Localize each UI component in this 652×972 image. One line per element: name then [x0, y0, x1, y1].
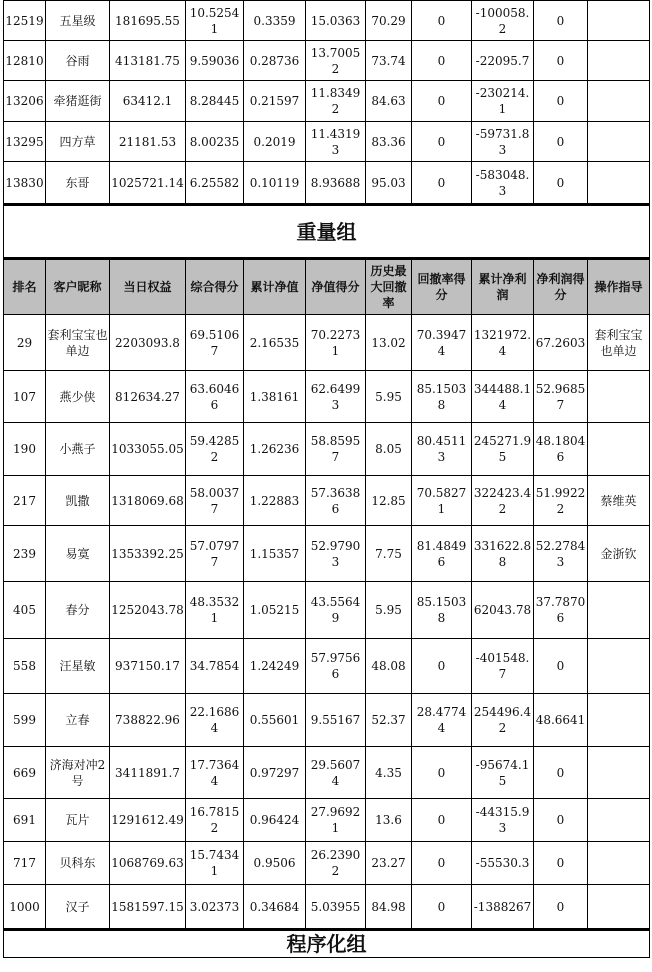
group-title-program: 程序化组 [4, 930, 650, 958]
cell-equity: 1025721.14 [110, 162, 186, 205]
group-title-program-row [4, 930, 650, 958]
cell-nav: 0.21597 [244, 81, 306, 122]
cell-net-profit: 322423.42 [472, 476, 534, 526]
cell-nav-score: 29.56074 [306, 747, 366, 799]
table-row [4, 476, 650, 526]
cell-equity: 2203093.8 [110, 315, 186, 371]
cell-max-drawdown: 83.36 [366, 122, 412, 162]
cell-nav: 1.05215 [244, 582, 306, 639]
cell-equity: 3411891.7 [110, 747, 186, 799]
table-row [4, 371, 650, 423]
cell-rank: 717 [4, 842, 46, 885]
cell-guide [588, 582, 650, 639]
cell-profit-score: 0 [534, 162, 588, 205]
cell-max-drawdown: 52.37 [366, 694, 412, 747]
cell-net-profit: -55530.3 [472, 842, 534, 885]
cell-equity: 812634.27 [110, 371, 186, 423]
cell-drawdown-score: 0 [412, 41, 472, 81]
cell-max-drawdown: 70.29 [366, 1, 412, 41]
cell-max-drawdown: 23.27 [366, 842, 412, 885]
cell-net-profit: 62043.78 [472, 582, 534, 639]
header-drawdown-score: 回撤率得分 [412, 259, 472, 315]
cell-max-drawdown: 5.95 [366, 371, 412, 423]
cell-guide [588, 162, 650, 205]
cell-max-drawdown: 13.02 [366, 315, 412, 371]
cell-nav-score: 57.36386 [306, 476, 366, 526]
cell-score: 10.52541 [186, 1, 244, 41]
cell-nav-score: 13.70052 [306, 41, 366, 81]
cell-drawdown-score: 81.48496 [412, 526, 472, 582]
cell-drawdown-score: 0 [412, 885, 472, 930]
header-guide: 操作指导 [588, 259, 650, 315]
header-name: 客户昵称 [46, 259, 110, 315]
cell-drawdown-score: 0 [412, 747, 472, 799]
cell-net-profit: -583048.3 [472, 162, 534, 205]
cell-nav: 1.38161 [244, 371, 306, 423]
cell-max-drawdown: 7.75 [366, 526, 412, 582]
cell-nav: 0.55601 [244, 694, 306, 747]
cell-drawdown-score: 80.45113 [412, 423, 472, 476]
cell-score: 17.73644 [186, 747, 244, 799]
cell-net-profit: -230214.1 [472, 81, 534, 122]
cell-nav: 0.34684 [244, 885, 306, 930]
cell-score: 8.28445 [186, 81, 244, 122]
cell-profit-score: 67.2603 [534, 315, 588, 371]
cell-name: 四方草 [46, 122, 110, 162]
cell-equity: 63412.1 [110, 81, 186, 122]
cell-score: 69.51067 [186, 315, 244, 371]
cell-drawdown-score: 85.15038 [412, 371, 472, 423]
cell-guide [588, 81, 650, 122]
cell-equity: 1291612.49 [110, 799, 186, 842]
cell-nav-score: 70.22731 [306, 315, 366, 371]
cell-name: 东哥 [46, 162, 110, 205]
cell-equity: 1353392.25 [110, 526, 186, 582]
cell-net-profit: 1321972.4 [472, 315, 534, 371]
cell-name: 易寞 [46, 526, 110, 582]
cell-score: 59.42852 [186, 423, 244, 476]
cell-guide [588, 885, 650, 930]
cell-name: 瓦片 [46, 799, 110, 842]
cell-name: 凯撒 [46, 476, 110, 526]
cell-profit-score: 0 [534, 885, 588, 930]
cell-drawdown-score: 0 [412, 799, 472, 842]
cell-nav: 0.28736 [244, 41, 306, 81]
cell-rank: 107 [4, 371, 46, 423]
table-row [4, 842, 650, 885]
table-row [4, 885, 650, 930]
cell-equity: 738822.96 [110, 694, 186, 747]
cell-max-drawdown: 5.95 [366, 582, 412, 639]
cell-name: 济海对冲2号 [46, 747, 110, 799]
cell-nav: 0.2019 [244, 122, 306, 162]
cell-equity: 1068769.63 [110, 842, 186, 885]
cell-profit-score: 0 [534, 842, 588, 885]
cell-profit-score: 52.96857 [534, 371, 588, 423]
cell-guide [588, 122, 650, 162]
cell-profit-score: 0 [534, 81, 588, 122]
table-row [4, 315, 650, 371]
cell-profit-score: 48.6641 [534, 694, 588, 747]
cell-max-drawdown: 8.05 [366, 423, 412, 476]
cell-nav: 1.26236 [244, 423, 306, 476]
cell-name: 谷雨 [46, 41, 110, 81]
header-nav: 累计净值 [244, 259, 306, 315]
cell-equity: 1033055.05 [110, 423, 186, 476]
cell-nav-score: 9.55167 [306, 694, 366, 747]
cell-rank: 12519 [4, 1, 46, 41]
cell-max-drawdown: 84.98 [366, 885, 412, 930]
cell-rank: 29 [4, 315, 46, 371]
cell-nav-score: 11.43193 [306, 122, 366, 162]
cell-drawdown-score: 0 [412, 842, 472, 885]
cell-nav-score: 52.97903 [306, 526, 366, 582]
table-row [4, 122, 650, 162]
cell-score: 9.59036 [186, 41, 244, 81]
cell-nav: 0.96424 [244, 799, 306, 842]
table-row [4, 694, 650, 747]
cell-rank: 599 [4, 694, 46, 747]
cell-rank: 190 [4, 423, 46, 476]
cell-guide [588, 694, 650, 747]
cell-nav: 2.16535 [244, 315, 306, 371]
table-row [4, 1, 650, 41]
table-row [4, 526, 650, 582]
cell-nav: 1.15357 [244, 526, 306, 582]
cell-guide [588, 799, 650, 842]
cell-rank: 691 [4, 799, 46, 842]
cell-nav: 0.9506 [244, 842, 306, 885]
cell-equity: 1581597.15 [110, 885, 186, 930]
cell-guide [588, 747, 650, 799]
cell-nav-score: 43.55649 [306, 582, 366, 639]
cell-score: 22.16864 [186, 694, 244, 747]
cell-net-profit: -1388267 [472, 885, 534, 930]
cell-profit-score: 0 [534, 747, 588, 799]
cell-score: 57.07977 [186, 526, 244, 582]
cell-profit-score: 0 [534, 122, 588, 162]
cell-score: 48.35321 [186, 582, 244, 639]
table-row [4, 162, 650, 205]
cell-net-profit: -22095.7 [472, 41, 534, 81]
cell-drawdown-score: 85.15038 [412, 582, 472, 639]
cell-guide [588, 41, 650, 81]
cell-score: 15.74341 [186, 842, 244, 885]
cell-nav: 1.24249 [244, 639, 306, 694]
cell-net-profit: 344488.14 [472, 371, 534, 423]
cell-nav-score: 15.0363 [306, 1, 366, 41]
cell-net-profit: -59731.83 [472, 122, 534, 162]
cell-profit-score: 37.78706 [534, 582, 588, 639]
cell-rank: 13830 [4, 162, 46, 205]
cell-drawdown-score: 70.39474 [412, 315, 472, 371]
cell-nav-score: 26.23902 [306, 842, 366, 885]
table-row [4, 81, 650, 122]
cell-drawdown-score: 70.58271 [412, 476, 472, 526]
cell-rank: 12810 [4, 41, 46, 81]
cell-equity: 21181.53 [110, 122, 186, 162]
cell-guide [588, 423, 650, 476]
cell-equity: 937150.17 [110, 639, 186, 694]
cell-name: 春分 [46, 582, 110, 639]
cell-equity: 1252043.78 [110, 582, 186, 639]
cell-nav: 0.10119 [244, 162, 306, 205]
cell-nav-score: 57.97566 [306, 639, 366, 694]
cell-score: 16.78152 [186, 799, 244, 842]
header-profit-score: 净利润得分 [534, 259, 588, 315]
cell-drawdown-score: 0 [412, 162, 472, 205]
header-equity: 当日权益 [110, 259, 186, 315]
cell-drawdown-score: 0 [412, 81, 472, 122]
cell-net-profit: 331622.88 [472, 526, 534, 582]
cell-profit-score: 0 [534, 1, 588, 41]
cell-drawdown-score: 0 [412, 639, 472, 694]
cell-name: 汉子 [46, 885, 110, 930]
table-row [4, 582, 650, 639]
cell-name: 套利宝宝也单边 [46, 315, 110, 371]
header-rank: 排名 [4, 259, 46, 315]
cell-max-drawdown: 48.08 [366, 639, 412, 694]
cell-nav-score: 27.96921 [306, 799, 366, 842]
cell-name: 立春 [46, 694, 110, 747]
cell-drawdown-score: 0 [412, 122, 472, 162]
cell-max-drawdown: 73.74 [366, 41, 412, 81]
cell-name: 燕少侠 [46, 371, 110, 423]
cell-drawdown-score: 28.47744 [412, 694, 472, 747]
cell-nav: 0.3359 [244, 1, 306, 41]
table-row [4, 41, 650, 81]
cell-guide [588, 639, 650, 694]
cell-drawdown-score: 0 [412, 1, 472, 41]
cell-name: 贝科东 [46, 842, 110, 885]
cell-equity: 1318069.68 [110, 476, 186, 526]
cell-name: 五星级 [46, 1, 110, 41]
cell-name: 汪星敏 [46, 639, 110, 694]
cell-nav-score: 62.64993 [306, 371, 366, 423]
cell-profit-score: 51.99222 [534, 476, 588, 526]
cell-profit-score: 0 [534, 639, 588, 694]
cell-net-profit: -401548.7 [472, 639, 534, 694]
table-row [4, 799, 650, 842]
cell-guide [588, 371, 650, 423]
ranking-table [3, 0, 650, 958]
cell-max-drawdown: 84.63 [366, 81, 412, 122]
cell-score: 63.60466 [186, 371, 244, 423]
cell-rank: 239 [4, 526, 46, 582]
cell-net-profit: 254496.42 [472, 694, 534, 747]
cell-max-drawdown: 95.03 [366, 162, 412, 205]
cell-score: 34.7854 [186, 639, 244, 694]
cell-net-profit: -44315.93 [472, 799, 534, 842]
cell-nav-score: 58.85957 [306, 423, 366, 476]
cell-guide: 套利宝宝也单边 [588, 315, 650, 371]
cell-score: 8.00235 [186, 122, 244, 162]
cell-equity: 181695.55 [110, 1, 186, 41]
cell-equity: 413181.75 [110, 41, 186, 81]
cell-name: 牵猪逛街 [46, 81, 110, 122]
cell-nav: 0.97297 [244, 747, 306, 799]
cell-profit-score: 52.27843 [534, 526, 588, 582]
cell-name: 小燕子 [46, 423, 110, 476]
table-row [4, 747, 650, 799]
cell-score: 6.25582 [186, 162, 244, 205]
group-title-heavy: 重量组 [4, 205, 650, 259]
cell-guide: 蔡维英 [588, 476, 650, 526]
cell-rank: 13206 [4, 81, 46, 122]
cell-net-profit: -95674.15 [472, 747, 534, 799]
cell-max-drawdown: 12.85 [366, 476, 412, 526]
header-row [4, 259, 650, 315]
header-net-profit: 累计净利润 [472, 259, 534, 315]
cell-rank: 669 [4, 747, 46, 799]
header-score: 综合得分 [186, 259, 244, 315]
cell-net-profit: 245271.95 [472, 423, 534, 476]
table-row [4, 639, 650, 694]
group-title-heavy-row [4, 205, 650, 259]
cell-profit-score: 0 [534, 799, 588, 842]
cell-rank: 558 [4, 639, 46, 694]
cell-nav-score: 8.93688 [306, 162, 366, 205]
cell-max-drawdown: 13.6 [366, 799, 412, 842]
cell-rank: 1000 [4, 885, 46, 930]
cell-nav: 1.22883 [244, 476, 306, 526]
cell-profit-score: 0 [534, 41, 588, 81]
table-row [4, 423, 650, 476]
cell-rank: 405 [4, 582, 46, 639]
cell-score: 58.00377 [186, 476, 244, 526]
cell-nav-score: 5.03955 [306, 885, 366, 930]
cell-rank: 217 [4, 476, 46, 526]
cell-score: 3.02373 [186, 885, 244, 930]
cell-guide [588, 842, 650, 885]
cell-profit-score: 48.18046 [534, 423, 588, 476]
cell-nav-score: 11.83492 [306, 81, 366, 122]
cell-guide: 金浙钦 [588, 526, 650, 582]
header-nav-score: 净值得分 [306, 259, 366, 315]
header-max-drawdown: 历史最大回撤率 [366, 259, 412, 315]
cell-guide [588, 1, 650, 41]
cell-net-profit: -100058.2 [472, 1, 534, 41]
cell-max-drawdown: 4.35 [366, 747, 412, 799]
cell-rank: 13295 [4, 122, 46, 162]
